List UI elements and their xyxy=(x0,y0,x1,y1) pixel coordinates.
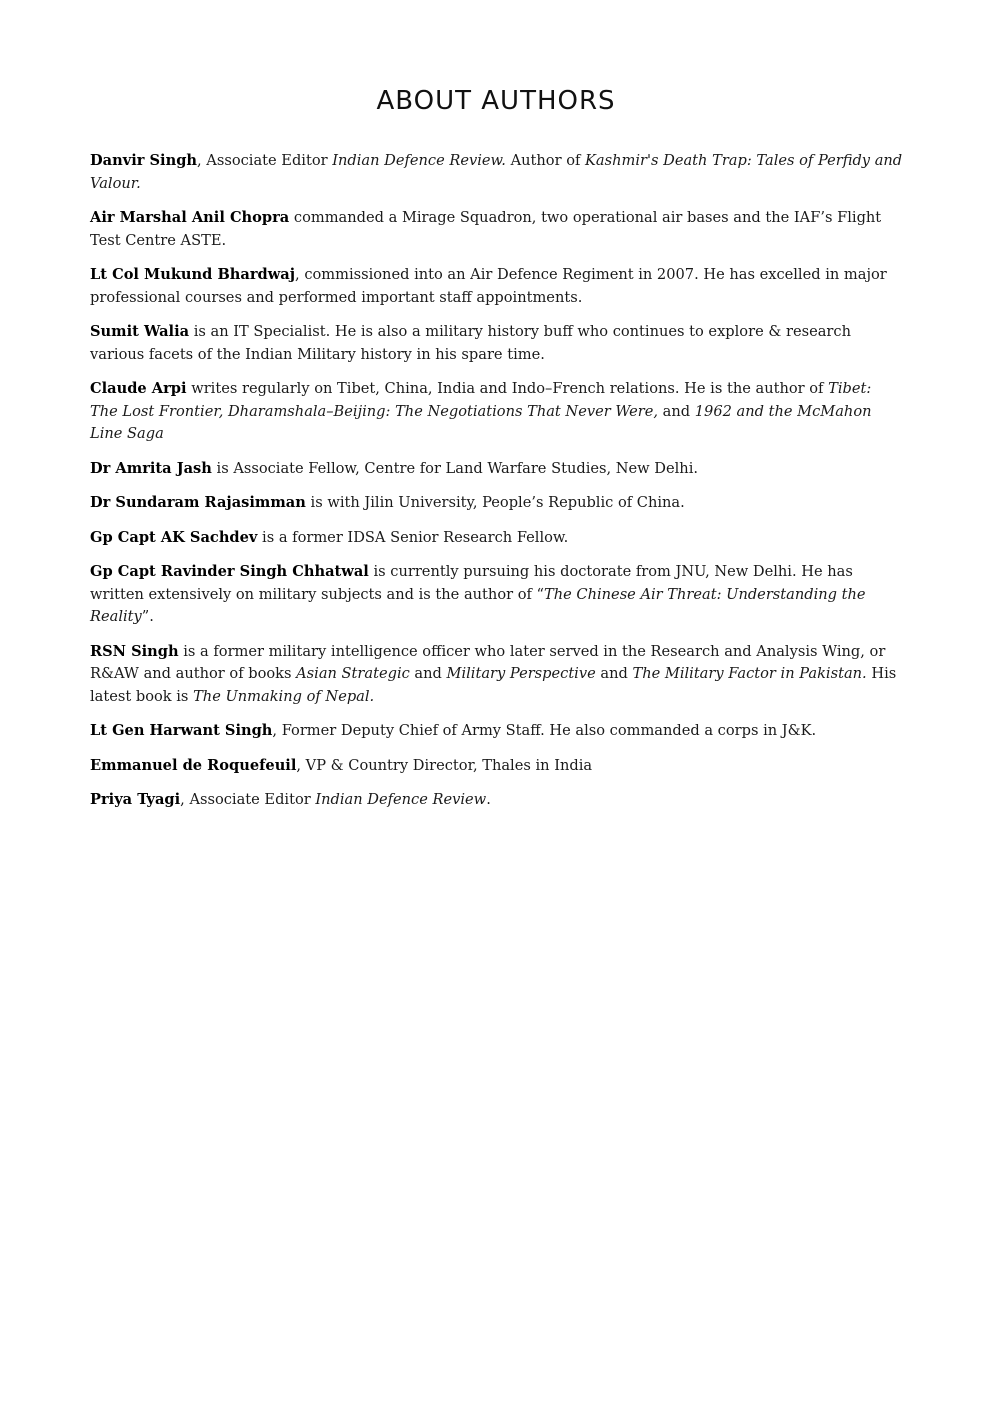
bio-text: writes regularly on Tibet, China, India and Indo–French relations. He is the author of xyxy=(186,380,829,397)
bio-text: ”. xyxy=(141,608,154,625)
bio-text: is an IT Specialist. He is also a military history buff who continues to explore & research various facets of the Indian Military history in his spare time. xyxy=(90,323,851,363)
author-bio xyxy=(90,150,903,195)
author-bio xyxy=(90,492,903,515)
author-bio xyxy=(90,789,903,812)
bio-text: , VP & Country Director, Thales in India xyxy=(296,756,593,774)
author-bio xyxy=(90,378,903,446)
author-bio xyxy=(90,720,903,743)
publication-title: Kashmir's Death Trap: Tales of Perfidy and Valour. xyxy=(90,152,903,192)
bio-text: and xyxy=(595,665,633,682)
author-name: Gp Capt Ravinder Singh Chhatwal xyxy=(90,563,369,580)
bio-text: is Associate Fellow, Centre for Land Warfare Studies, New Delhi. xyxy=(211,459,699,477)
author-name: Gp Capt AK Sachdev xyxy=(90,528,258,546)
author-name: Emmanuel de Roquefeuil xyxy=(90,756,297,774)
bio-text: . xyxy=(486,791,491,808)
author-name: Air Marshal Anil Chopra xyxy=(90,209,290,226)
publication-title: 1962 and the McMahon Line Saga xyxy=(90,402,872,442)
bio-text: is a former IDSA Senior Research Fellow. xyxy=(257,528,569,546)
author-name: RSN Singh xyxy=(90,642,179,660)
page-title: ABOUT AUTHORS xyxy=(376,86,616,116)
bio-text: and xyxy=(409,665,447,682)
publication-title: The Unmaking of Nepal. xyxy=(193,687,375,705)
author-bio xyxy=(90,264,903,309)
author-bio-list xyxy=(90,150,903,824)
bio-text: is currently pursuing his doctorate from JNU, New Delhi. He has written extensively on military subjects and is the author of “ xyxy=(90,563,853,603)
bio-text: , Associate Editor xyxy=(197,152,333,169)
publication-title: Military Perspective xyxy=(446,665,596,682)
author-name: Danvir Singh xyxy=(90,152,198,169)
bio-text: His latest book is xyxy=(90,665,897,705)
publication-title: Asian Strategic xyxy=(296,665,410,682)
publication-title: The Military Factor in Pakistan. xyxy=(632,665,867,682)
author-name: Priya Tyagi xyxy=(90,791,181,808)
bio-text: is with Jilin University, People’s Republic of China. xyxy=(305,494,685,511)
author-bio xyxy=(90,561,903,629)
bio-text: commanded a Mirage Squadron, two operational air bases and the IAF’s Flight Test Centre ASTE. xyxy=(90,209,882,249)
author-name: Lt Col Mukund Bhardwaj xyxy=(90,266,296,283)
author-bio xyxy=(90,207,903,252)
author-bio xyxy=(90,321,903,366)
author-bio xyxy=(90,755,903,778)
bio-text: , Associate Editor xyxy=(180,791,316,808)
bio-text: Author of xyxy=(505,152,586,169)
author-name: Dr Sundaram Rajasimman xyxy=(90,494,306,511)
publication-title: Indian Defence Review. xyxy=(332,152,506,169)
author-bio xyxy=(90,458,903,481)
publication-title: The Chinese Air Threat: Understanding the Reality xyxy=(90,585,866,625)
bio-text: and xyxy=(658,402,695,420)
bio-text: is a former military intelligence officer who later served in the Research and Analysis Wing, or R&AW and author of books xyxy=(90,642,886,682)
author-bio xyxy=(90,641,903,709)
author-bio xyxy=(90,527,903,550)
bio-text: , commissioned into an Air Defence Regiment in 2007. He has excelled in major professional courses and performed important staff appointments. xyxy=(90,266,887,306)
bio-text: , Former Deputy Chief of Army Staff. He also commanded a corps in J&K. xyxy=(272,722,817,739)
author-name: Dr Amrita Jash xyxy=(90,459,212,477)
publication-title: Indian Defence Review xyxy=(315,791,487,808)
author-name: Claude Arpi xyxy=(90,380,187,397)
author-name: Lt Gen Harwant Singh xyxy=(90,722,273,739)
publication-title: Tibet: The Lost Frontier, Dharamshala–Beijing: The Negotiations That Never Were, xyxy=(90,380,872,420)
author-name: Sumit Walia xyxy=(90,323,190,340)
